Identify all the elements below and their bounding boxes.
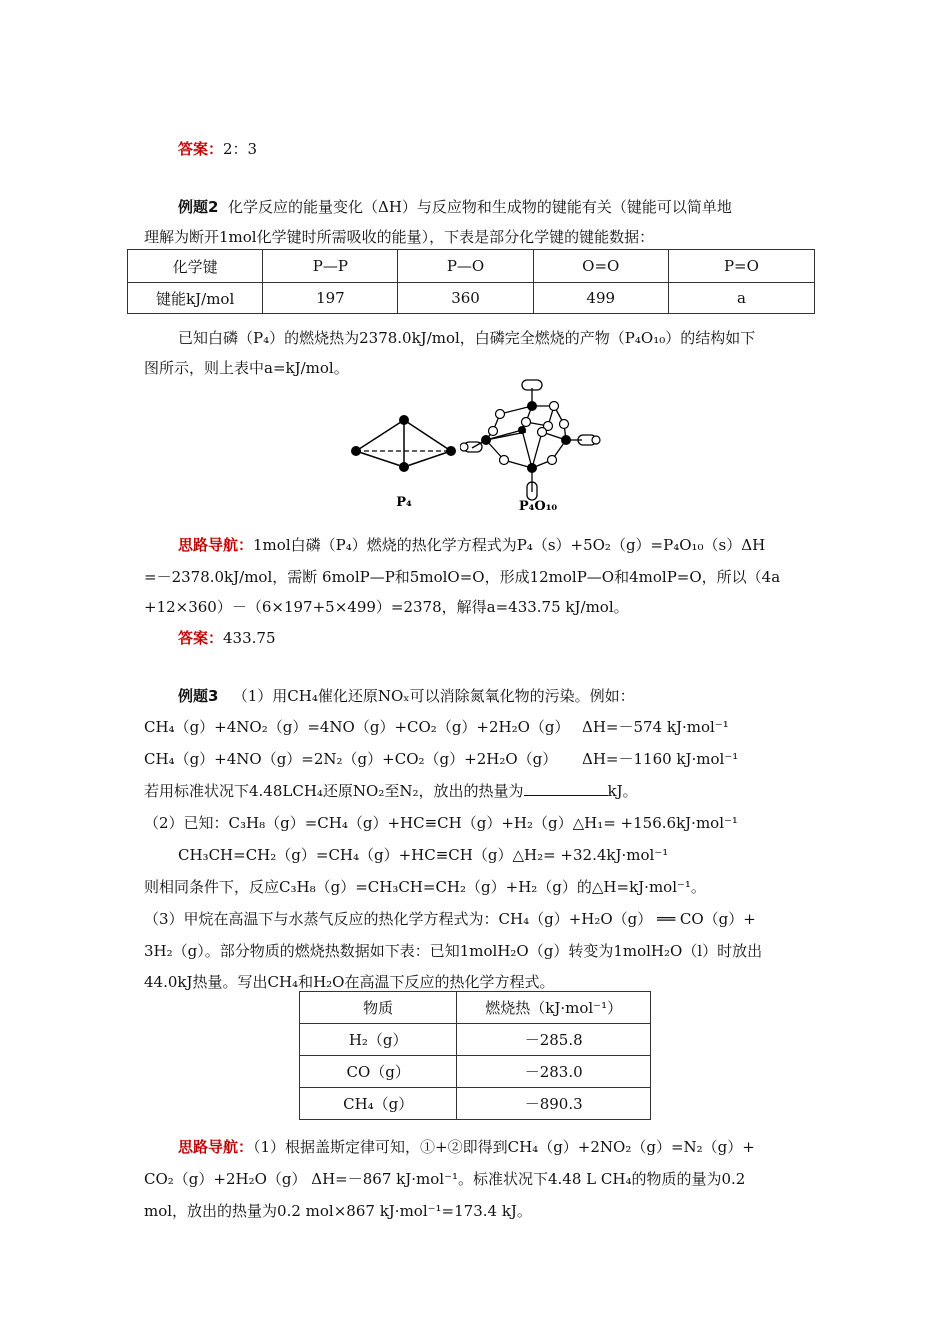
question-2-line2: CH₃CH=CH₂（g）=CH₄（g）+HC≡CH（g）△H₂= +32.4kJ·mol⁻¹ (178, 846, 669, 864)
table-header: P—P (263, 250, 398, 283)
table-cell: －283.0 (457, 1056, 651, 1088)
table-header: P=O (668, 250, 814, 283)
example2-question1: 已知白磷（P₄）的燃烧热为2378.0kJ/mol，白磷完全燃烧的产物（P₄O₁₀）的结构如下 (178, 329, 756, 347)
example3-label: 例题3 (178, 687, 219, 705)
example3-guide-line1: 思路导航：（1）根据盖斯定律可知，①+②即得到CH₄（g）+2NO₂（g）=N₂（g）+ (178, 1138, 755, 1156)
table-header: P—O (398, 250, 533, 283)
table-header: 物质 (300, 992, 457, 1024)
equation-1: CH₄（g）+4NO₂（g）=4NO（g）+CO₂（g）+2H₂O（g） (144, 718, 570, 736)
answer-line (178, 138, 257, 160)
equation-2-dh: ΔH=－1160 kJ·mol⁻¹ (582, 750, 739, 768)
example2-guide-line1: 思路导航：1mol白磷（P₄）燃烧的热化学方程式为P₄（s）+5O₂（g）=P₄O₁₀（s）ΔH (178, 536, 766, 554)
answer-value: 2：3 (223, 140, 258, 158)
table-header: 燃烧热（kJ·mol⁻¹） (457, 992, 651, 1024)
equation-2: CH₄（g）+4NO（g）=2N₂（g）+CO₂（g）+2H₂O（g） (144, 750, 558, 768)
guide-label: 思路导航： (178, 1138, 254, 1156)
p4o10-structure-diagram (460, 376, 610, 518)
question-2-line1: （2）已知：C₃H₈（g）=CH₄（g）+HC≡CH（g）+H₂（g）△H₁= +156.6kJ·mol⁻¹ (144, 814, 738, 832)
table-cell: 499 (533, 283, 668, 314)
answer-blank (524, 781, 608, 796)
table-cell: CH₄（g） (300, 1088, 457, 1120)
example2-line2: 理解为断开1mol化学键时所需吸收的能量），下表是部分化学键的键能数据： (144, 228, 655, 246)
example2-answer: 答案：433.75 (178, 629, 276, 647)
question-3-line2: 3H₂（g）。部分物质的燃烧热数据如下表：已知1molH₂O（g）转变为1molH₂O（l）时放出 (144, 942, 763, 960)
example3-guide-line3: mol，放出的热量为0.2 mol×867 kJ·mol⁻¹=173.4 kJ。 (144, 1202, 532, 1220)
example2-question2: 图所示，则上表中a=kJ/mol。 (144, 359, 349, 377)
example3-line1: 例题3 （1）用CH₄催化还原NOₓ可以消除氮氧化物的污染。例如： (178, 687, 635, 705)
answer-label: 答案： (178, 140, 224, 158)
combustion-heat-table (299, 991, 651, 1120)
table-cell: CO（g） (300, 1056, 457, 1088)
question-1: 若用标准状况下4.48LCH₄还原NO₂至N₂，放出的热量为 kJ。 (144, 782, 638, 800)
table-cell: H₂（g） (300, 1024, 457, 1056)
table-cell: －285.8 (457, 1024, 651, 1056)
table-cell: －890.3 (457, 1088, 651, 1120)
table-cell: 197 (263, 283, 398, 314)
equation-1-dh: ΔH=－574 kJ·mol⁻¹ (582, 718, 729, 736)
example2-guide-line2: =－2378.0kJ/mol，需断 6molP—P和5molO=O，形成12molP—O和4molP=O，所以（4a (144, 568, 781, 586)
example2-line1: 例题2 化学反应的能量变化（ΔH）与反应物和生成物的键能有关（键能可以简单地 (178, 198, 732, 216)
question-3-line3: 44.0kJ热量。写出CH₄和H₂O在高温下反应的热化学方程式。 (144, 973, 555, 991)
guide-label: 思路导航： (178, 536, 254, 554)
p4o10-label: P₄O₁₀ (518, 499, 558, 514)
bond-energy-table (127, 249, 815, 314)
example3-guide-line2: CO₂（g）+2H₂O（g） ΔH=－867 kJ·mol⁻¹。标准状况下4.48 L CH₄的物质的量为0.2 (144, 1170, 746, 1188)
table-cell: 键能kJ/mol (128, 283, 263, 314)
question-3-line1: （3）甲烷在高温下与水蒸气反应的热化学方程式为：CH₄（g）+H₂O（g） ══ CO（g）+ (144, 910, 756, 928)
example2-guide-line3: +12×360）－（6×197+5×499）=2378，解得a=433.75 kJ/mol。 (144, 598, 629, 616)
table-header: O=O (533, 250, 668, 283)
example2-label: 例题2 (178, 198, 219, 216)
question-2-line3: 则相同条件下，反应C₃H₈（g）=CH₃CH=CH₂（g）+H₂（g）的△H=kJ·mol⁻¹。 (144, 878, 706, 896)
p4-label: P₄ (396, 495, 412, 510)
answer-label: 答案： (178, 629, 224, 647)
table-cell: 360 (398, 283, 533, 314)
p4-structure-diagram (346, 408, 466, 518)
table-cell: a (668, 283, 814, 314)
table-header: 化学键 (128, 250, 263, 283)
